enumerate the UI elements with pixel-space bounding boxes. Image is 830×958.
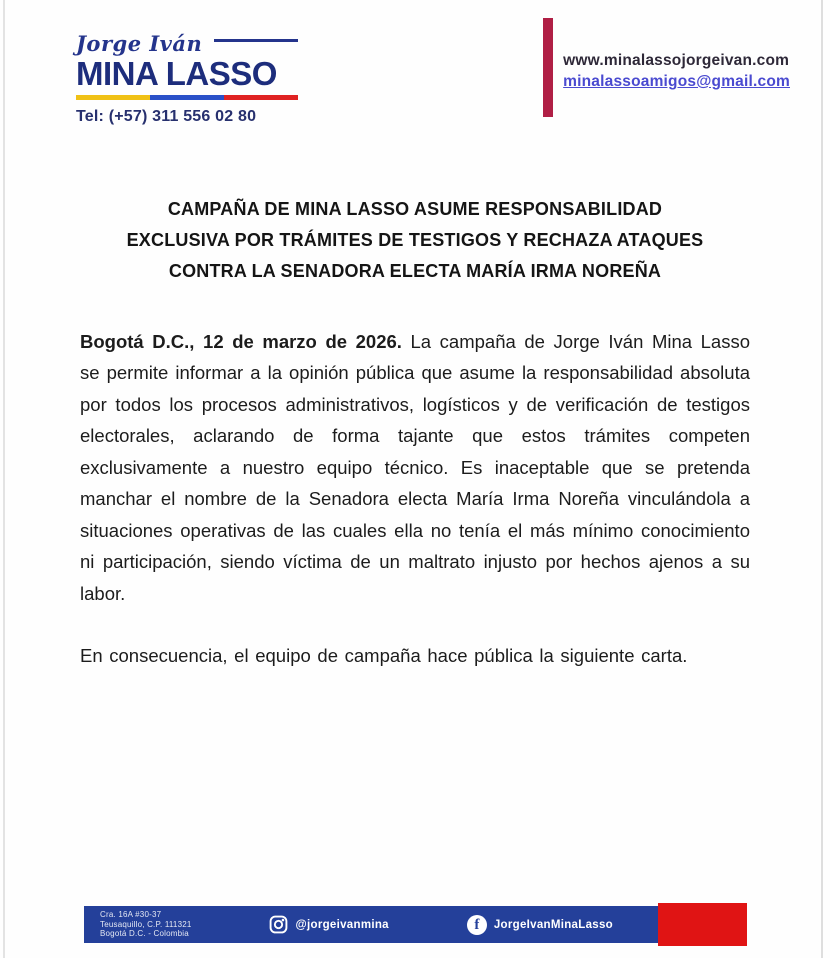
facebook-group: [467, 915, 613, 935]
press-release-body: [0, 194, 830, 672]
footer: [84, 903, 747, 946]
paragraph-1: [80, 326, 750, 610]
document-title: [80, 194, 750, 287]
footer-blue-bar: [84, 906, 658, 943]
footer-red-block: [658, 903, 747, 946]
letterhead: [0, 0, 830, 126]
facebook-icon: f: [467, 915, 487, 935]
title-line-2: EXCLUSIVA POR TRÁMITES DE TESTIGOS Y RECHAZA ATAQUES: [126, 229, 704, 250]
phone-number: Tel: (+57) 311 556 02 80: [76, 107, 257, 125]
email-link[interactable]: minalassoamigos@gmail.com: [563, 73, 790, 90]
address-line-2: Teusaquillo, C.P. 111321: [100, 919, 192, 929]
address-line-1: Cra. 16A #30-37: [100, 910, 162, 920]
instagram-group: [269, 915, 388, 934]
logo-rule: [214, 39, 298, 42]
address-line-3: Bogotá D.C. - Colombia: [100, 929, 189, 939]
facebook-handle: JorgeIvanMinaLasso: [493, 918, 613, 931]
flag-blue-segment: [150, 95, 224, 100]
logo-last-name: MINA LASSO: [76, 55, 277, 92]
paragraph-2: En consecuencia, el equipo de campaña hace pública la siguiente carta.: [80, 645, 688, 667]
title-line-3: CONTRA LA SENADORA ELECTA MARÍA IRMA NOREÑA: [168, 260, 662, 281]
colombia-flag-bar: [76, 95, 298, 100]
contact-lines: [563, 52, 790, 91]
title-line-1: CAMPAÑA DE MINA LASSO ASUME RESPONSABILIDAD: [167, 198, 663, 219]
logo-script-row: [76, 31, 298, 56]
photo-edge-left: [3, 0, 5, 958]
crimson-accent-bar: [543, 18, 553, 117]
logo-first-name: Jorge Iván: [76, 31, 203, 56]
instagram-icon: [269, 915, 288, 934]
instagram-handle: @jorgeivanmina: [295, 918, 389, 931]
contact-block: [543, 18, 790, 117]
flag-red-segment: [224, 95, 298, 100]
photo-edge-right: [821, 0, 823, 958]
dateline: Bogotá D.C., 12 de marzo de 2026.: [80, 330, 402, 352]
address-block: [100, 910, 192, 939]
paragraph-1-text: La campaña de Jorge Iván Mina Lasso se permite informar a la opinión pública que asume la responsabilidad absoluta por todos los procesos administrativos, logísticos y de verificación de testigos electorales, aclarando de forma tajante que estos trámites competen exclusivamente a nuestro equipo técnico. Es inaceptable que se pretenda manchar el nombre de la Senadora electa María Irma Noreña vinculándola a situaciones operativas de las cuales ella no tenía el más mínimo conocimiento ni participación, siendo víctima de un maltrato injusto por hechos ajenos a su labor.: [80, 330, 751, 604]
flag-yellow-segment: [76, 95, 150, 100]
campaign-logo: [76, 31, 298, 126]
website-url: www.minalassojorgeivan.com: [563, 52, 790, 69]
